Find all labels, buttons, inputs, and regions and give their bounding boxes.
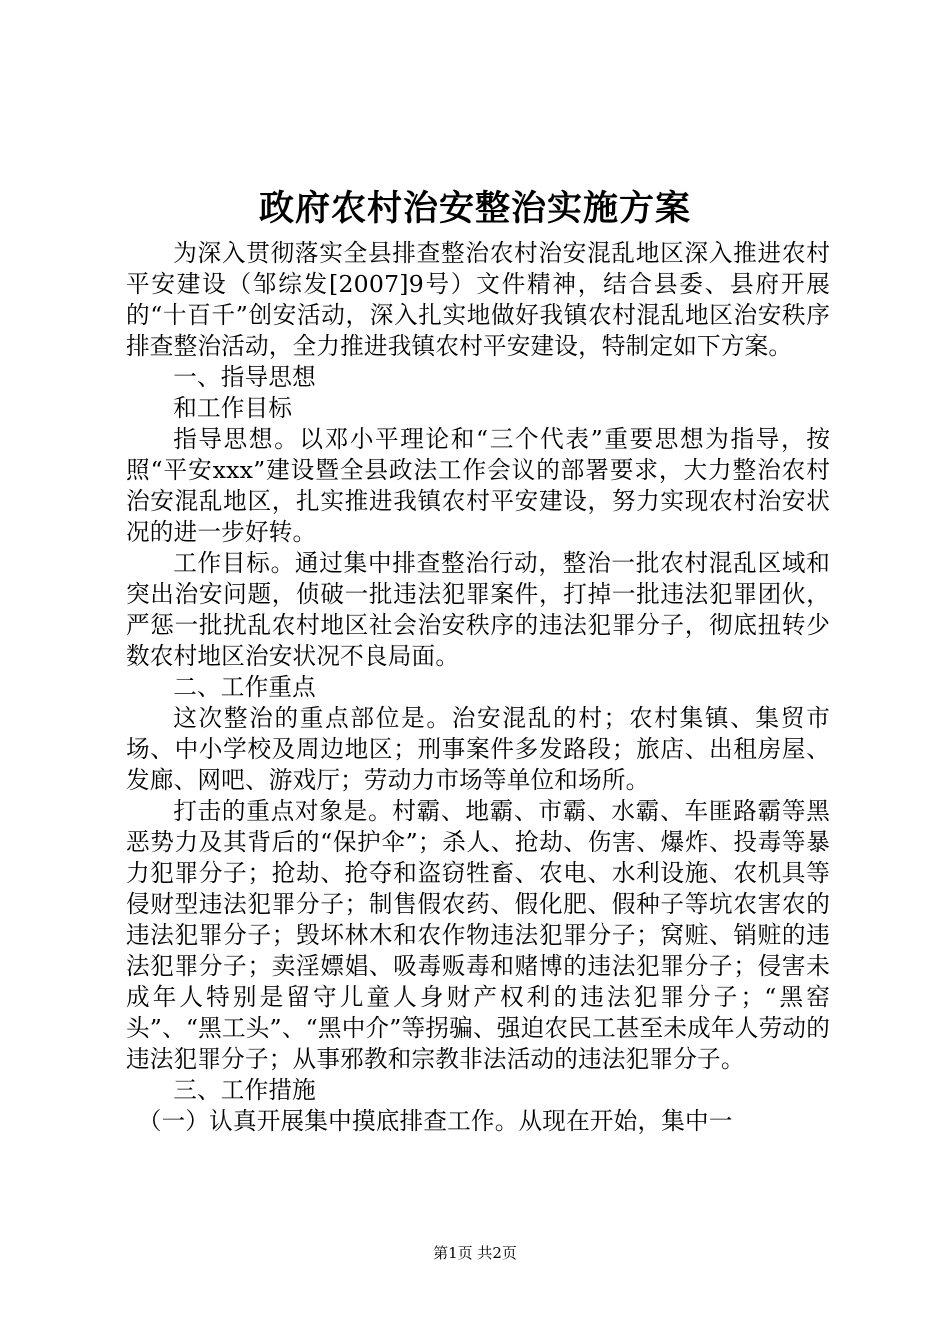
page-number-footer: 第1页 共2页 xyxy=(433,1244,517,1262)
section-heading-continuation: 和工作目标 xyxy=(173,394,293,422)
document-body xyxy=(126,238,830,1137)
guiding-ideology-paragraph: 指导思想。以邓小平理论和“三个代表”重要思想为指导，按照“平安xxx”建设暨全县政法工作会议的部署要求，大力整治农村治安混乱地区，扎实推进我镇农村平安建设，努力实现农村治安状况的进一步好转。 xyxy=(126,425,830,546)
section-heading-work-measures: 三、工作措施 xyxy=(173,1076,316,1104)
intro-paragraph: 为深入贯彻落实全县排查整治农村治安混乱地区深入推进农村平安建设（邹综发[2007]9号）文件精神，结合县委、县府开展的“十百千”创安活动，深入扎实地做好我镇农村混乱地区治安秩序排查整治活动，全力推进我镇农村平安建设，特制定如下方案。 xyxy=(126,239,830,360)
document-title: 政府农村治安整治实施方案 xyxy=(258,188,691,229)
section-heading-work-focus: 二、工作重点 xyxy=(173,673,316,701)
work-goals-paragraph: 工作目标。通过集中排查整治行动，整治一批农村混乱区域和突出治安问题，侦破一批违法犯罪案件，打掉一批违法犯罪团伙，严惩一批扰乱农村地区社会治安秩序的违法犯罪分子，彻底扭转少数农村地区治安状况不良局面。 xyxy=(126,549,830,670)
key-targets-paragraph: 打击的重点对象是。村霸、地霸、市霸、水霸、车匪路霸等黑恶势力及其背后的“保护伞”；杀人、抢劫、伤害、爆炸、投毒等暴力犯罪分子；抢劫、抢夺和盗窃牲畜、农电、水利设施、农机具等侵财型违法犯罪分子；制售假农药、假化肥、假种子等坑农害农的违法犯罪分子；毁坏林木和农作物违法犯罪分子；窝赃、销赃的违法犯罪分子；卖淫嫖娼、吸毒贩毒和赌博的违法犯罪分子；侵害未成年人特别是留守儿童人身财产权利的违法犯罪分子；“黑窑头”、“黑工头”、“黑中介”等拐骗、强迫农民工甚至未成年人劳动的违法犯罪分子；从事邪教和宗教非法活动的违法犯罪分子。 xyxy=(126,797,830,1073)
measure-one-paragraph: （一）认真开展集中摸底排查工作。从现在开始，集中一 xyxy=(137,1107,733,1135)
key-locations-paragraph: 这次整治的重点部位是。治安混乱的村；农村集镇、集贸市场、中小学校及周边地区；刑事案件多发路段；旅店、出租房屋、发廊、网吧、游戏厅；劳动力市场等单位和场所。 xyxy=(126,704,830,794)
section-heading-guiding-ideology: 一、指导思想 xyxy=(173,363,316,391)
